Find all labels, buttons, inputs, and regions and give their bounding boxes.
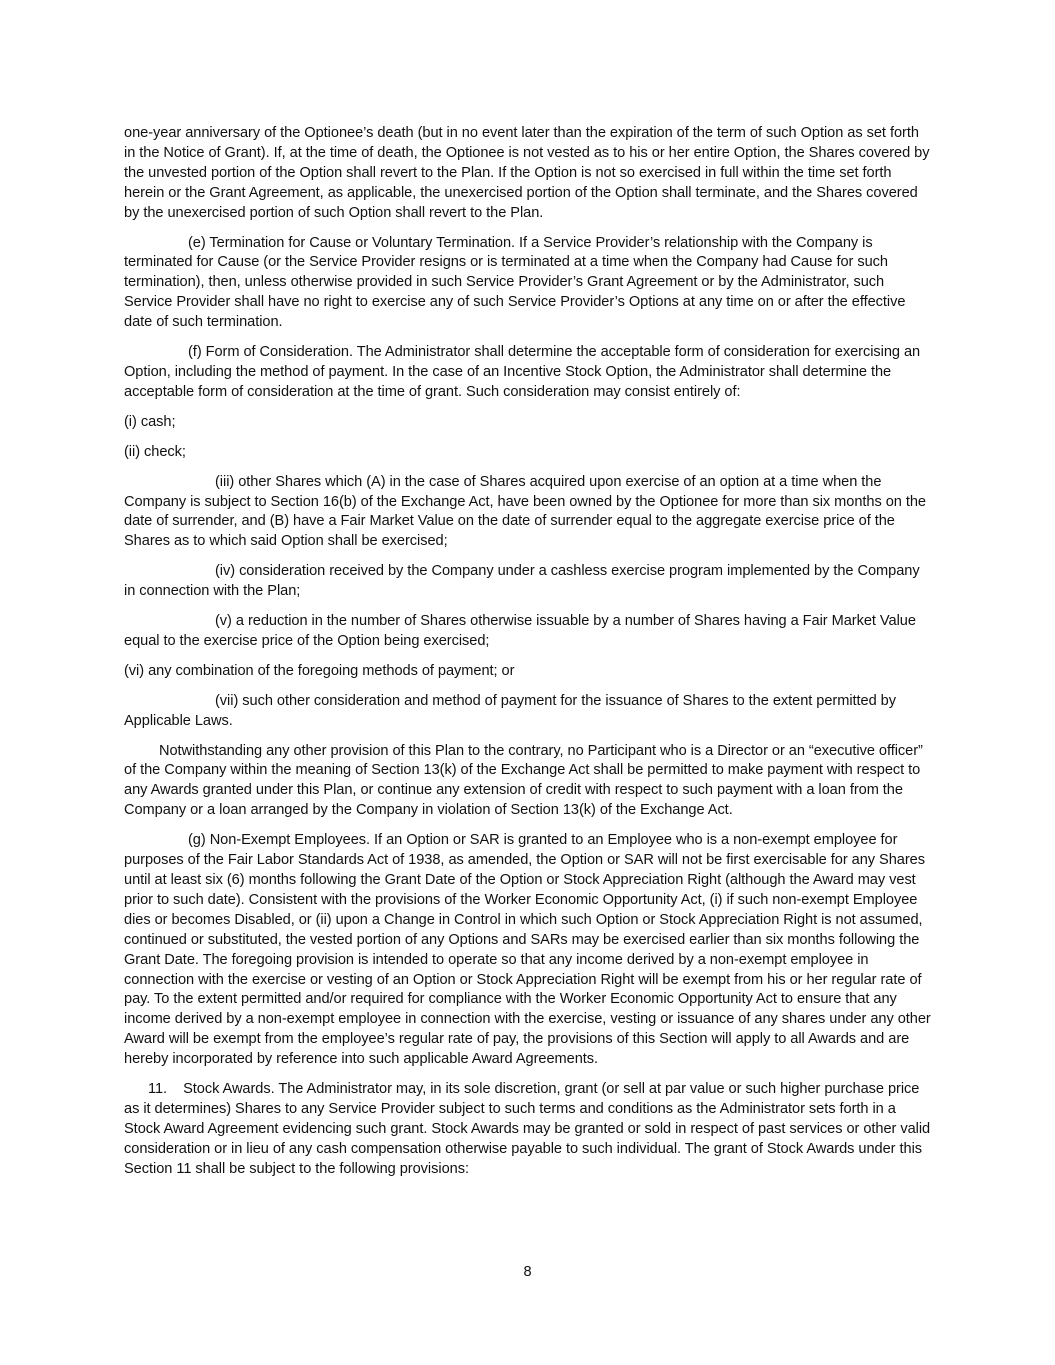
list-item-combination: (vi) any combination of the foregoing methods of payment; or <box>124 662 515 679</box>
list-item-cashless-exercise: (iv) consideration received by the Company under a cashless exercise program implemented by the Company in connection with the Plan; <box>124 563 920 600</box>
document-body <box>124 124 935 1190</box>
page-number: 8 <box>523 1264 532 1280</box>
section-stock-awards: 11. Stock Awards. The Administrator may, in its sole discretion, grant (or sell at par value or such higher purchase price as it determines) Shares to any Service Provider subject to such terms and conditions as the Administrator sets forth in a Stock Award Agreement evidencing such grant. Stock Awards may be granted or sold in respect of past services or other valid consideration or in lieu of any cash compensation otherwise payable to such individual. The grant of Stock Awards under this Section 11 shall be subject to the following provisions: <box>124 1081 935 1177</box>
paragraph-notwithstanding: Notwithstanding any other provision of this Plan to the contrary, no Participant who is a Director or an “executive officer” of the Company within the meaning of Section 13(k) of the Exchange Act shall be permitted to make payment with respect to any Awards granted under this Plan, or continue any extension of credit with respect to such payment with a loan from the Company or a loan arranged by the Company in violation of Section 13(k) of the Exchange Act. <box>124 742 923 819</box>
paragraph-form-of-consideration: (f) Form of Consideration. The Administrator shall determine the acceptable form of consideration for exercising an Option, including the method of payment. In the case of an Incentive Stock Option, the Administrator shall determine the acceptable form of consideration at the time of grant. Such consideration may consist entirely of: <box>124 344 921 400</box>
paragraph-termination-for-cause: (e) Termination for Cause or Voluntary Termination. If a Service Provider’s relationship with the Company is terminated for Cause (or the Service Provider resigns or is terminated at a time when the Company had Cause for such termination), then, unless otherwise provided in such Service Provider’s Grant Agreement or by the Administrator, such Service Provider shall have no right to exercise any of such Service Provider’s Options at any time on or after the effective date of such termination. <box>124 234 906 331</box>
list-item-check: (ii) check; <box>124 443 186 460</box>
list-item-cash: (i) cash; <box>124 413 176 430</box>
paragraph-continued: one-year anniversary of the Optionee’s death (but in no event later than the expiration of the term of such Option as set forth in the Notice of Grant). If, at the time of death, the Optionee is not vested as to his or her entire Option, the Shares covered by the unvested portion of the Option shall revert to the Plan. If the Option is not so exercised in full within the time set forth herein or the Grant Agreement, as applicable, the unexercised portion of the Option shall terminate, and the Shares covered by the unexercised portion of such Option shall revert to the Plan. <box>124 125 930 221</box>
list-item-other-consideration: (vii) such other consideration and method of payment for the issuance of Shares to the extent permitted by Applicable Laws. <box>124 692 896 729</box>
list-item-other-shares: (iii) other Shares which (A) in the case of Shares acquired upon exercise of an option at a time when the Company is subject to Section 16(b) of the Exchange Act, have been owned by the Optionee for more than six months on the date of surrender, and (B) have a Fair Market Value on the date of surrender equal to the aggregate exercise price of the Shares as to which said Option shall be exercised; <box>124 473 927 550</box>
list-item-share-reduction: (v) a reduction in the number of Shares otherwise issuable by a number of Shares having a Fair Market Value equal to the exercise price of the Option being exercised; <box>124 613 916 649</box>
paragraph-non-exempt-employees: (g) Non-Exempt Employees. If an Option or SAR is granted to an Employee who is a non-exempt employee for purposes of the Fair Labor Standards Act of 1938, as amended, the Option or SAR will not be first exercisable for any Shares until at least six (6) months following the Grant Date of the Option or Stock Appreciation Right (although the Award may vest prior to such date). Consistent with the provisions of the Worker Economic Opportunity Act, (i) if such non-exempt Employee dies or becomes Disabled, or (ii) upon a Change in Control in which such Option or Stock Appreciation Right is not assumed, continued or substituted, the vested portion of any Options and SARs may be exercised earlier than six months following the Grant Date. The foregoing provision is intended to operate so that any income derived by a non-exempt employee in connection with the exercise or vesting of an Option or Stock Appreciation Right will be exempt from his or her regular rate of pay. To the extent permitted and/or required for compliance with the Worker Economic Opportunity Act to ensure that any income derived by a non-exempt employee in connection with the exercise, vesting or issuance of any shares under any other Award will be exempt from the employee’s regular rate of pay, the provisions of this Section will apply to all Awards and are hereby incorporated by reference into such applicable Award Agreements. <box>124 832 931 1068</box>
